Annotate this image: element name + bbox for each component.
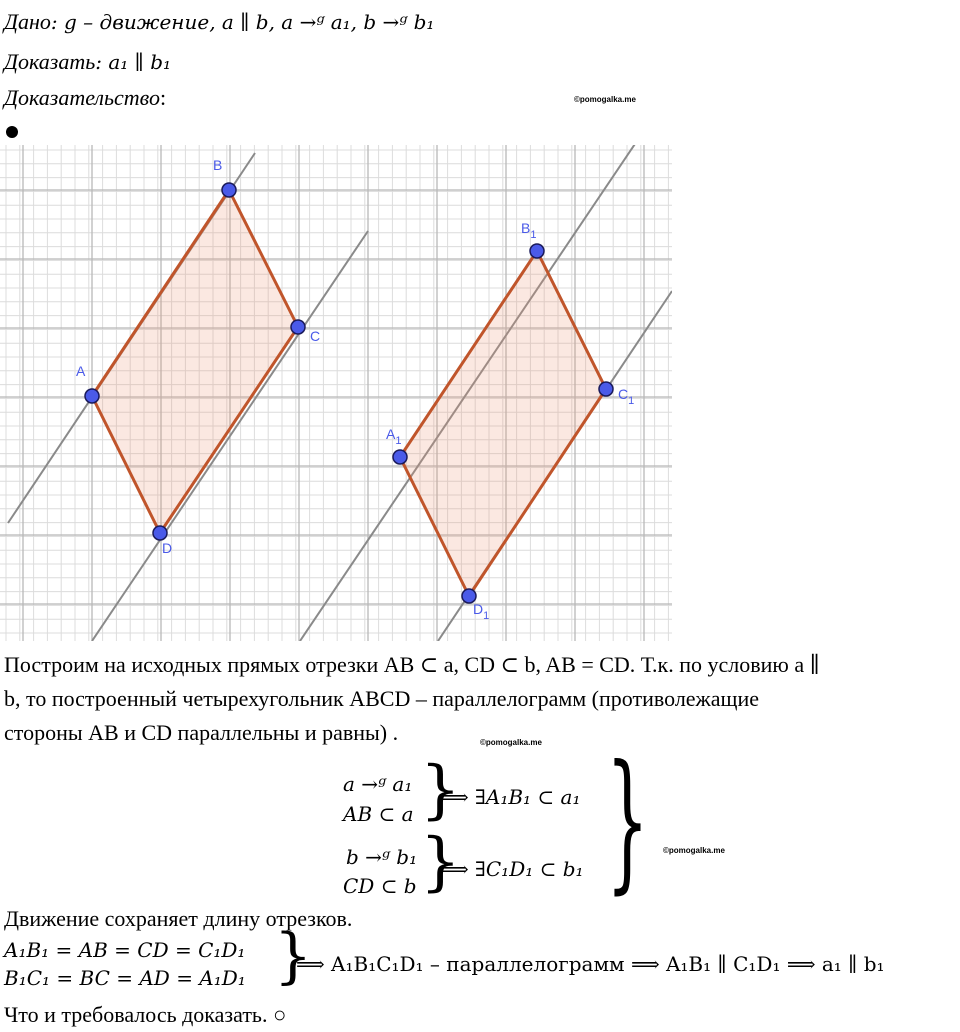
motion-text: Движение сохраняет длину отрезков. <box>4 906 353 931</box>
point-c1 <box>599 382 613 396</box>
proof-label: Доказательство <box>4 85 160 110</box>
final-conclusion: ⟹ A₁B₁C₁D₁ – параллелограмм ⟹ A₁B₁ ∥ C₁D₁ ⟹ a₁ ∥ b₁ <box>296 952 885 976</box>
point-b1 <box>530 244 544 258</box>
system-right-2: ⟹ ∃C₁D₁ ⊂ b₁ <box>440 857 584 881</box>
system-row-4: CD ⊂ b <box>343 874 417 898</box>
system-row-3: b →ᵍ b₁ <box>346 845 418 869</box>
para-line-2: b, то построенный четырехугольник ABCD – параллелограмм (противолежащие <box>4 686 760 711</box>
point-label-c: C <box>310 328 321 344</box>
parallelogram-figure <box>0 145 672 641</box>
point-label-d1: $D_1$ <box>473 601 490 622</box>
point-a <box>85 389 99 403</box>
para-line-3: стороны AB и CD параллельны и равны) . <box>4 720 399 745</box>
system-row-1: a →ᵍ a₁ <box>343 772 413 796</box>
brace-final: } <box>274 921 313 991</box>
prove-line <box>4 48 171 76</box>
point-label-a: A <box>76 363 86 379</box>
system-row-2: AB ⊂ a <box>343 802 414 826</box>
prove-text: : a₁ ∥ b₁ <box>95 50 172 74</box>
watermark-middle: ©pomogalka.me <box>480 738 542 747</box>
given-text: : g – движение, a ∥ b, a →ᵍ a₁, b →ᵍ b₁ <box>50 10 435 34</box>
bullet-icon <box>6 126 18 138</box>
point-label-d: D <box>162 540 173 556</box>
brace-big: } <box>606 734 649 908</box>
watermark-top: ©pomogalka.me <box>574 95 636 104</box>
brace-1: } <box>420 753 461 827</box>
point-label-c1: $C_1$ <box>618 386 635 407</box>
brace-2: } <box>420 825 461 899</box>
point-label-b: B <box>213 157 223 173</box>
point-label-b1: $B_1$ <box>521 220 537 241</box>
point-a1 <box>393 450 407 464</box>
given-label: Дано <box>4 9 51 34</box>
final-eq-1: A₁B₁ = AB = CD = C₁D₁ <box>4 938 246 962</box>
given-line <box>4 8 434 36</box>
point-d <box>153 526 167 540</box>
para-line-1: Построим на исходных прямых отрезки AB ⊂ a, CD ⊂ b, AB = CD. Т.к. по условию a ∥ <box>4 652 820 677</box>
system-right-1: ⟹ ∃A₁B₁ ⊂ a₁ <box>440 785 581 809</box>
point-c <box>291 320 305 334</box>
prove-label: Доказать <box>4 49 96 74</box>
qed-text: Что и требовалось доказать. ○ <box>4 1002 287 1027</box>
final-eq-2: B₁C₁ = BC = AD = A₁D₁ <box>4 966 246 990</box>
point-label-a1: $A_1$ <box>386 426 402 447</box>
proof-colon: : <box>159 85 167 110</box>
watermark-right: ©pomogalka.me <box>663 846 725 855</box>
point-b <box>222 183 236 197</box>
proof-line <box>4 84 166 112</box>
